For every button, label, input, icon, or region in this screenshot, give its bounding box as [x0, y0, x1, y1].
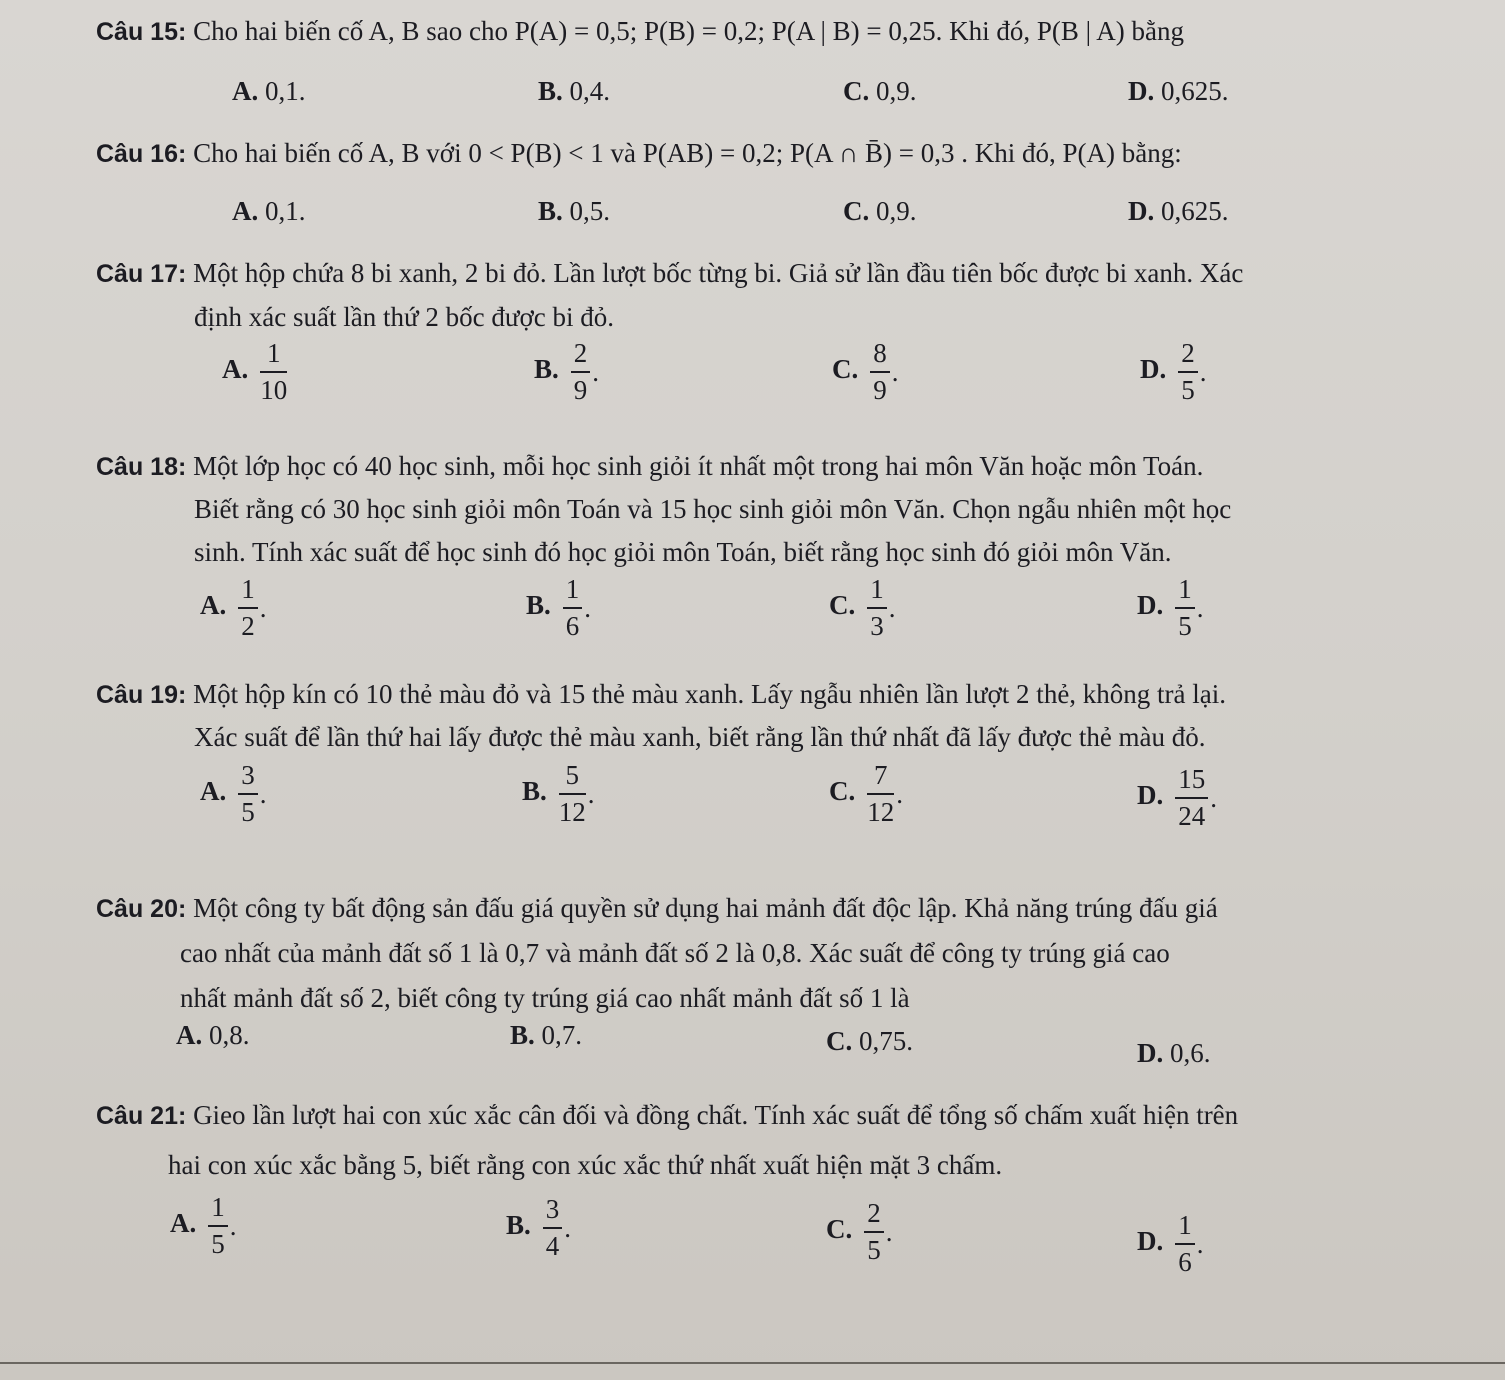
option-c — [843, 76, 917, 107]
numerator: 1 — [260, 340, 287, 373]
option-b — [522, 762, 595, 826]
stem-line: Một hộp kín có 10 thẻ màu đỏ và 15 thẻ màu xanh. Lấy ngẫu nhiên lần lượt 2 thẻ, không trả lại. — [193, 679, 1227, 709]
stem-line: Xác suất để lần thứ hai lấy được thẻ màu xanh, biết rằng lần thứ nhất đã lấy được thẻ màu đỏ. — [194, 722, 1206, 752]
question-label: Câu 18: — [96, 453, 187, 481]
option-letter: B. — [538, 76, 563, 106]
stem-line: Một lớp học có 40 học sinh, mỗi học sinh giỏi ít nhất một trong hai môn Văn hoặc môn Toán. — [193, 451, 1204, 481]
option-a — [200, 576, 267, 640]
numerator: 1 — [208, 1194, 228, 1227]
option-end: . — [259, 778, 267, 809]
option-end: . — [587, 778, 595, 809]
option-text: 0,4. — [569, 76, 611, 106]
denominator: 10 — [260, 375, 288, 405]
denominator: 5 — [867, 1235, 881, 1265]
stem-line: hai con xúc xắc bằng 5, biết rằng con xúc xắc thứ nhất xuất hiện mặt 3 chấm. — [168, 1150, 1003, 1180]
option-c — [826, 1200, 893, 1264]
option-letter: A. — [232, 76, 259, 106]
option-text: 0,625. — [1161, 76, 1229, 106]
denominator: 4 — [545, 1231, 560, 1261]
option-end: . — [259, 592, 267, 623]
denominator: 5 — [1181, 375, 1195, 405]
fraction — [867, 762, 894, 826]
option-b — [538, 196, 610, 227]
numerator: 1 — [563, 576, 583, 609]
option-text: 0,9. — [876, 196, 917, 226]
option-a — [222, 340, 289, 404]
numerator: 3 — [238, 762, 258, 795]
fraction — [571, 340, 591, 404]
numerator: 2 — [571, 340, 591, 373]
question-label: Câu 16: — [96, 140, 187, 168]
option-letter: A. — [232, 196, 259, 226]
question-stem — [96, 254, 1243, 293]
numerator: 1 — [1175, 576, 1195, 609]
stem-line: Một hộp chứa 8 bi xanh, 2 bi đỏ. Lần lượt bốc từng bi. Giả sử lần đầu tiên bốc được bi xanh. Xác — [193, 258, 1244, 288]
question-label: Câu 19: — [96, 681, 187, 709]
option-a — [170, 1194, 237, 1258]
option-a — [176, 1020, 250, 1051]
numerator: 2 — [864, 1200, 884, 1233]
numerator: 3 — [543, 1196, 563, 1229]
option-a — [232, 76, 306, 107]
numerator: 1 — [238, 576, 258, 609]
option-letter: A. — [200, 590, 227, 621]
option-end: . — [592, 356, 600, 387]
option-c — [829, 576, 896, 640]
option-c — [829, 762, 903, 826]
option-letter: A. — [176, 1020, 203, 1050]
question-stem — [96, 889, 1218, 928]
option-c — [843, 196, 917, 227]
stem-line: sinh. Tính xác suất để học sinh đó học giỏi môn Toán, biết rằng học sinh đó giỏi môn Văn. — [194, 537, 1172, 567]
fraction — [1175, 1212, 1195, 1276]
option-end: . — [1199, 356, 1207, 387]
option-letter: C. — [843, 76, 870, 106]
option-letter: C. — [832, 354, 859, 385]
fraction — [559, 762, 586, 826]
option-a — [232, 196, 306, 227]
stem-line: nhất mảnh đất số 2, biết công ty trúng giá cao nhất mảnh đất số 1 là — [180, 983, 910, 1013]
denominator: 3 — [870, 611, 884, 641]
option-text: 0,1. — [265, 196, 306, 226]
option-letter: C. — [826, 1214, 853, 1245]
option-end: . — [1196, 1228, 1204, 1259]
denominator: 6 — [1178, 1247, 1192, 1277]
option-text: 0,75. — [859, 1026, 913, 1056]
question-label: Câu 15: — [96, 18, 187, 46]
option-letter: D. — [1137, 780, 1164, 811]
option-d — [1137, 766, 1217, 830]
option-letter: D. — [1137, 1038, 1164, 1068]
option-d — [1128, 76, 1229, 107]
question-label: Câu 21: — [96, 1102, 187, 1130]
option-letter: D. — [1128, 196, 1155, 226]
option-letter: D. — [1137, 1226, 1164, 1257]
denominator: 24 — [1178, 801, 1206, 831]
stem-line: Gieo lần lượt hai con xúc xắc cân đối và đồng chất. Tính xác suất để tổng số chấm xuất hiện trên — [193, 1100, 1239, 1130]
stem-line: Cho hai biến cố A, B sao cho P(A) = 0,5; P(B) = 0,2; P(A | B) = 0,25. Khi đó, P(B | A) bằng — [193, 16, 1185, 46]
numerator: 1 — [1175, 1212, 1195, 1245]
option-b — [510, 1020, 582, 1051]
question-stem — [96, 447, 1203, 486]
fraction — [867, 576, 887, 640]
denominator: 12 — [867, 797, 895, 827]
option-letter: D. — [1137, 590, 1164, 621]
question-label: Câu 20: — [96, 895, 187, 923]
fraction — [1175, 576, 1195, 640]
option-letter: C. — [826, 1026, 853, 1056]
option-c — [826, 1026, 913, 1057]
option-d — [1140, 340, 1207, 404]
option-text: 0,9. — [876, 76, 917, 106]
denominator: 6 — [565, 611, 580, 641]
question-stem — [96, 12, 1184, 51]
option-letter: B. — [526, 590, 551, 621]
denominator: 9 — [573, 375, 588, 405]
option-letter: B. — [522, 776, 547, 807]
option-text: 0,625. — [1161, 196, 1229, 226]
option-text: 0,7. — [541, 1020, 583, 1050]
option-letter: D. — [1140, 354, 1167, 385]
option-end: . — [1196, 592, 1204, 623]
option-d — [1137, 576, 1204, 640]
numerator: 1 — [867, 576, 887, 609]
denominator: 5 — [211, 1229, 225, 1259]
option-letter: B. — [510, 1020, 535, 1050]
option-end: . — [885, 1216, 893, 1247]
option-text: 0,8. — [209, 1020, 250, 1050]
option-letter: B. — [538, 196, 563, 226]
option-d — [1128, 196, 1229, 227]
option-letter: A. — [170, 1208, 197, 1239]
option-text: 0,6. — [1170, 1038, 1211, 1068]
fraction — [864, 1200, 884, 1264]
denominator: 5 — [241, 797, 255, 827]
option-letter: A. — [222, 354, 249, 385]
question-stem — [96, 134, 1182, 173]
numerator: 8 — [870, 340, 890, 373]
fraction — [563, 576, 583, 640]
option-letter: B. — [506, 1210, 531, 1241]
stem-line: Một công ty bất động sản đấu giá quyền sử dụng hai mảnh đất độc lập. Khả năng trúng đấu giá — [193, 893, 1218, 923]
question-stem — [96, 675, 1226, 714]
numerator: 2 — [1178, 340, 1198, 373]
option-letter: A. — [200, 776, 227, 807]
option-a — [200, 762, 267, 826]
option-b — [538, 76, 610, 107]
stem-line: Cho hai biến cố A, B với 0 < P(B) < 1 và P(AB) = 0,2; P(A ∩ B̄) = 0,3 . Khi đó, P(A) bằng: — [193, 138, 1182, 168]
numerator: 7 — [867, 762, 894, 795]
fraction — [543, 1196, 563, 1260]
fraction — [1178, 340, 1198, 404]
option-end: . — [229, 1210, 237, 1241]
stem-line: định xác suất lần thứ 2 bốc được bi đỏ. — [194, 302, 614, 332]
option-letter: C. — [829, 776, 856, 807]
denominator: 5 — [1178, 611, 1192, 641]
option-end: . — [584, 592, 592, 623]
option-letter: C. — [843, 196, 870, 226]
fraction — [208, 1194, 228, 1258]
denominator: 2 — [241, 611, 255, 641]
option-letter: C. — [829, 590, 856, 621]
fraction — [260, 340, 287, 404]
denominator: 9 — [873, 375, 887, 405]
option-end: . — [564, 1212, 572, 1243]
option-d — [1137, 1038, 1211, 1069]
fraction — [238, 762, 258, 826]
option-end: . — [1210, 782, 1217, 813]
stem-line: Biết rằng có 30 học sinh giỏi môn Toán và 15 học sinh giỏi môn Văn. Chọn ngẫu nhiên một học — [194, 494, 1232, 524]
fraction — [238, 576, 258, 640]
option-letter: B. — [534, 354, 559, 385]
page-bottom-rule — [0, 1362, 1505, 1364]
fraction — [1175, 766, 1208, 830]
option-letter: D. — [1128, 76, 1155, 106]
denominator: 12 — [558, 797, 586, 827]
question-stem — [96, 1096, 1238, 1135]
question-label: Câu 17: — [96, 260, 187, 288]
option-b — [526, 576, 591, 640]
option-d — [1137, 1212, 1204, 1276]
numerator: 15 — [1175, 766, 1208, 799]
option-end: . — [888, 592, 896, 623]
option-text: 0,5. — [569, 196, 611, 226]
option-text: 0,1. — [265, 76, 306, 106]
option-end: . — [891, 356, 899, 387]
numerator: 5 — [559, 762, 586, 795]
option-end: . — [896, 778, 903, 809]
stem-line: cao nhất của mảnh đất số 1 là 0,7 và mảnh đất số 2 là 0,8. Xác suất để công ty trúng giá cao — [180, 938, 1170, 968]
fraction — [870, 340, 890, 404]
option-b — [534, 340, 599, 404]
option-b — [506, 1196, 571, 1260]
option-c — [832, 340, 899, 404]
